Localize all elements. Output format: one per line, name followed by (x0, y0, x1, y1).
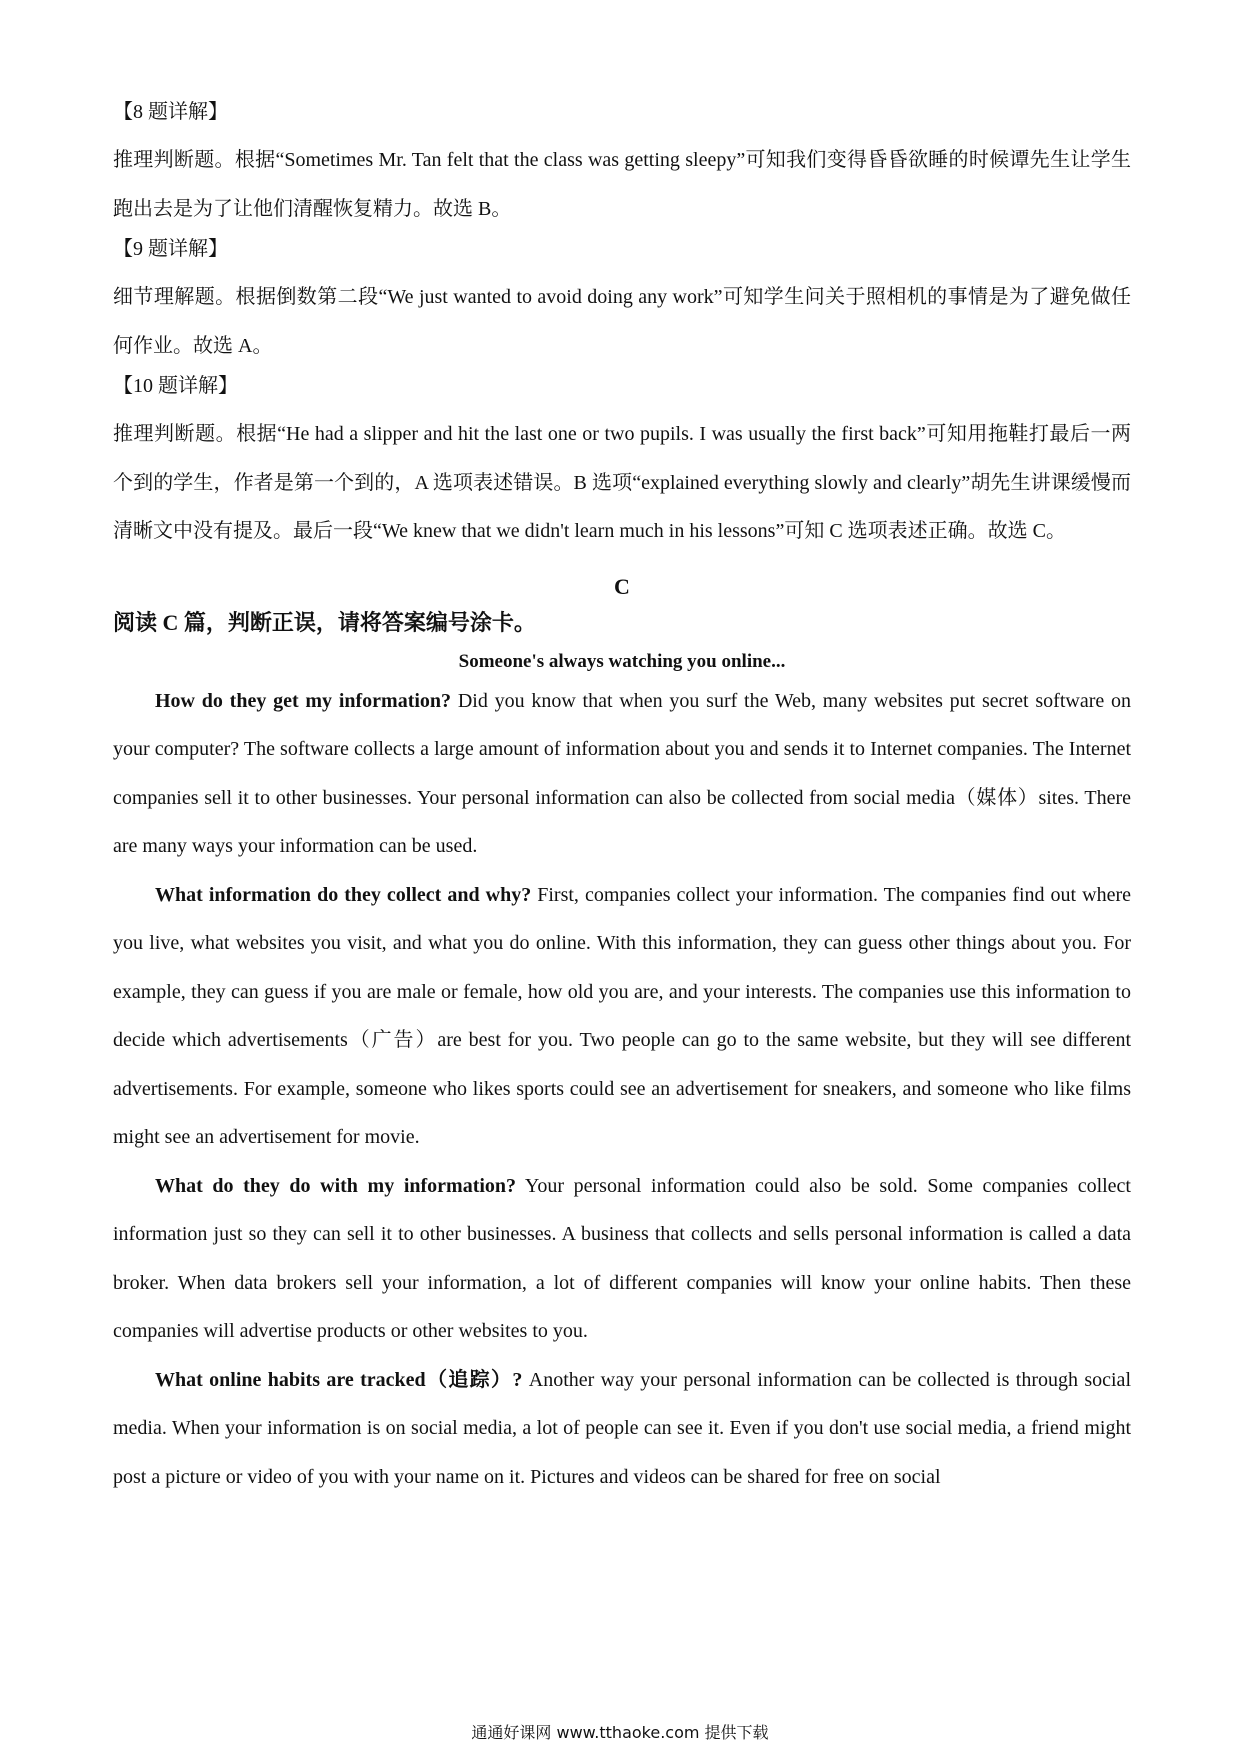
passage-title: Someone's always watching you online... (458, 650, 786, 672)
paragraph-lead: What online habits are tracked（追踪）? (155, 1368, 523, 1391)
q9-heading: 【9 题详解】 (113, 238, 228, 260)
q8-explanation: 推理判断题。根据“Sometimes Mr. Tan felt that the class was getting sleepy”可知我们变得昏昏欲睡的时候谭先生让学生跑出去是为了让他们清醒恢复精力。故选 B。 (113, 149, 1131, 220)
paragraph-lead: What do they do with my information? (155, 1174, 517, 1197)
q8-heading: 【8 题详解】 (113, 101, 228, 123)
document-page (113, 100, 1131, 1501)
q10-heading: 【10 题详解】 (113, 375, 238, 397)
section-letter: C (614, 573, 630, 599)
paragraph-body: First, companies collect your information. The companies find out where you live, what websites you visit, and what you do online. With this information, they can guess other things about you. For example, they can guess if you are male or female, how old you are, and your interests. The companies use this information to decide which advertisements（广告）are best for you. Two people can go to the same website, but they will see different advertisements. For example, someone who likes sports could see an advertisement for sneakers, and someone who like films might see an advertisement for movie. (113, 883, 1132, 1148)
q9-explanation: 细节理解题。根据倒数第二段“We just wanted to avoid doing any work”可知学生问关于照相机的事情是为了避免做任何作业。故选 A。 (113, 286, 1131, 357)
paragraph-body: Another way your personal information can be collected is through social media. When your information is on social media, a lot of people can see it. Even if you don't use social media, a friend might post a picture or video of you with your name on it. Pictures and videos can be shared for free on social (113, 1368, 1131, 1488)
paragraph-body: Your personal information could also be sold. Some companies collect information just so they can sell it to other businesses. A business that collects and sells personal information is called a data broker. When data brokers sell your information, a lot of different companies will know your online habits. Then these companies will advertise products or other websites to you. (113, 1174, 1131, 1342)
paragraph-lead: What information do they collect and why? (155, 883, 532, 906)
page-footer: 通通好课网 www.tthaoke.com 提供下载 (471, 1723, 769, 1742)
passage-paragraph (113, 1162, 1131, 1356)
passage-paragraph (113, 1356, 1131, 1502)
passage-paragraph (113, 677, 1131, 871)
q10-explanation: 推理判断题。根据“He had a slipper and hit the last one or two pupils. I was usually the first back”可知用拖鞋打最后一两个到的学生，作者是第一个到的，A 选项表述错误。B 选项“explained everything slowly and clearly”胡先生讲课缓慢而清晰文中没有提及。最后一段“We knew that we didn't learn much in his lessons”可知 C 选项表述正确。故选 C。 (113, 423, 1131, 542)
passage-paragraph (113, 871, 1131, 1162)
paragraph-body: Did you know that when you surf the Web, many websites put secret software on your computer? The software collects a large amount of information about you and sends it to Internet companies. The Internet companies sell it to other businesses. Your personal information can also be collected from social media（媒体）sites. There are many ways your information can be used. (113, 689, 1132, 857)
section-instruction: 阅读 C 篇，判断正误，请将答案编号涂卡。 (113, 609, 536, 635)
paragraph-lead: How do they get my information? (155, 689, 452, 712)
